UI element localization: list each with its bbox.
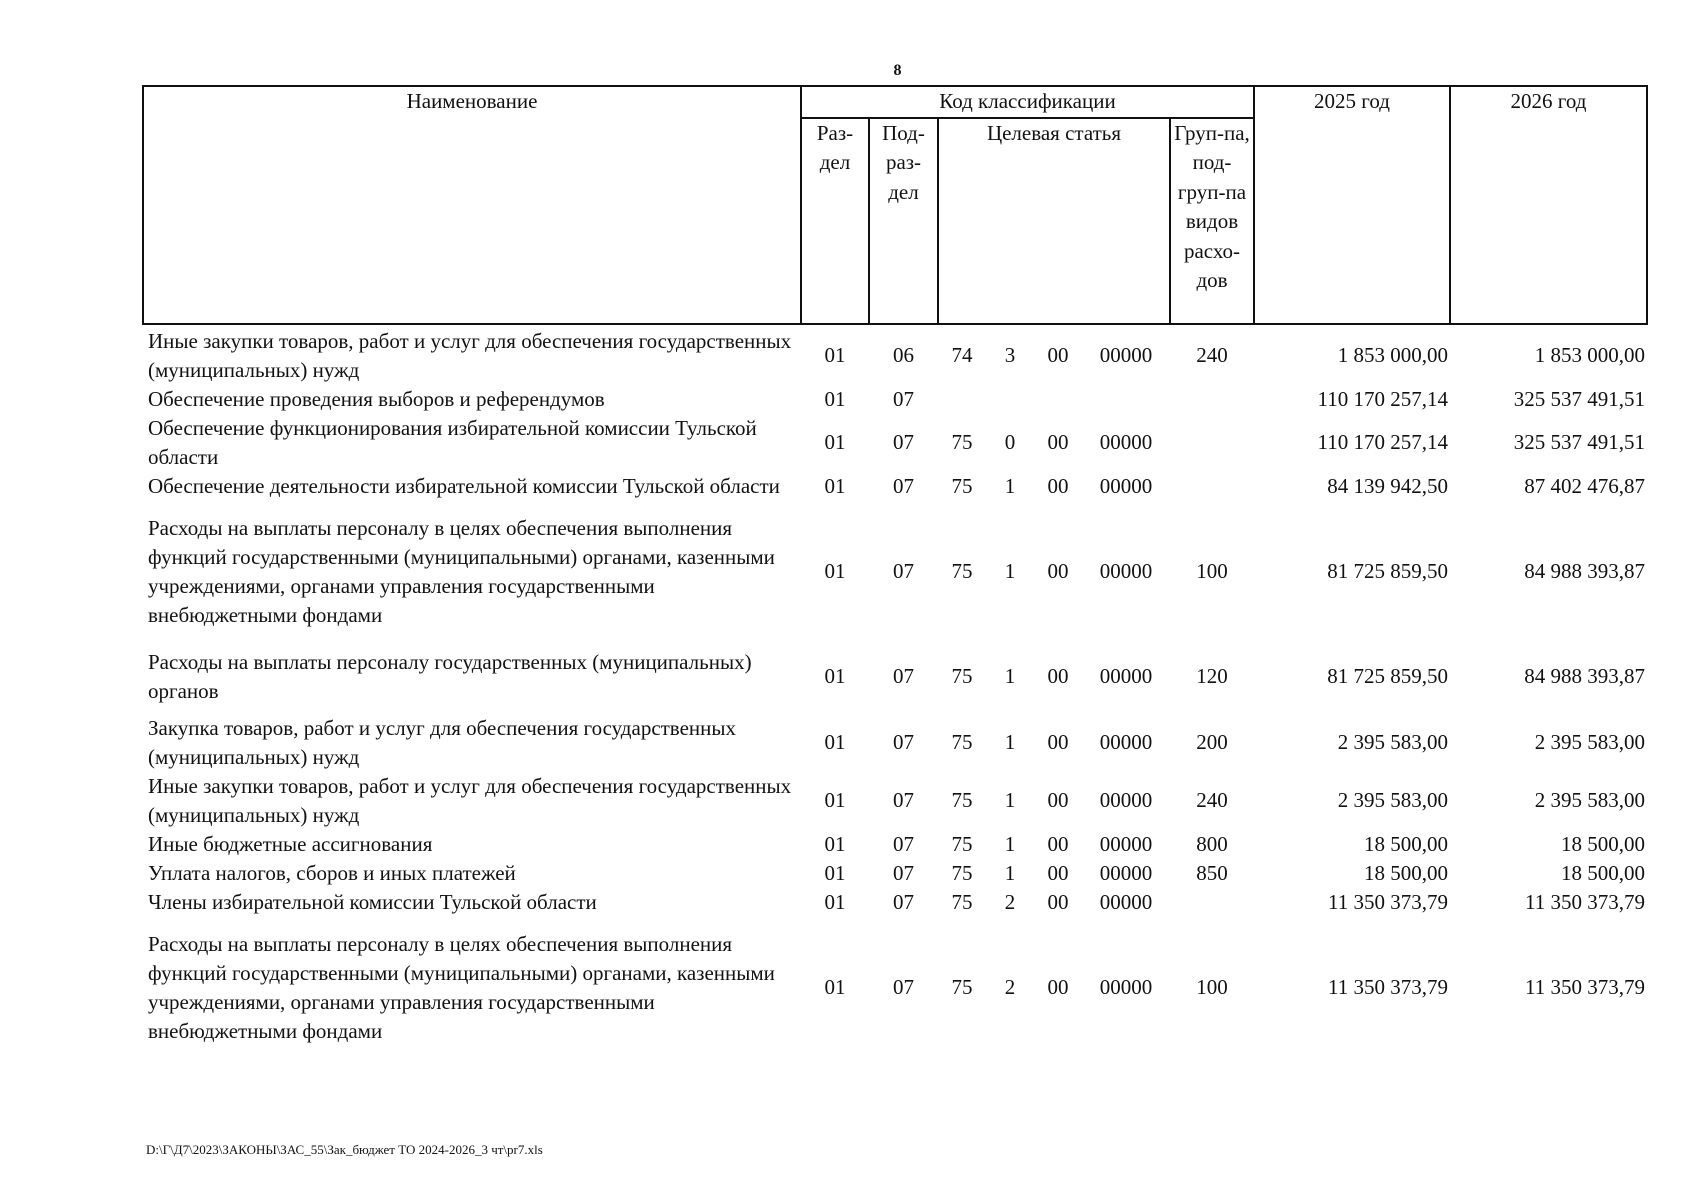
row-name: Члены избирательной комиссии Тульской области (148, 889, 597, 914)
row-target-program: 75 (951, 664, 973, 688)
row-target-direction: 00000 (1099, 975, 1153, 999)
header-subsection: Под-раз-дел (869, 118, 938, 324)
row-amount-2026: 325 537 491,51 (1513, 386, 1645, 411)
row-target-program: 75 (951, 788, 973, 812)
row-amount-2026: 2 395 583,00 (1534, 788, 1645, 812)
row-amount-2025: 18 500,00 (1364, 831, 1448, 856)
row-amount-2026: 2 395 583,00 (1534, 730, 1645, 754)
row-target-event: 00 (1047, 860, 1069, 885)
row-podrazdel: 07 (893, 386, 914, 411)
row-target-event: 00 (1047, 730, 1069, 754)
row-amount-2026: 18 500,00 (1561, 860, 1645, 885)
row-name: Обеспечение деятельности избирательной комиссии Тульской области (148, 473, 780, 498)
row-razdel: 01 (824, 975, 846, 999)
row-amount-2025: 81 725 859,50 (1327, 559, 1448, 583)
row-target-subprogram: 2 (1004, 975, 1016, 999)
row-amount-2025: 81 725 859,50 (1327, 664, 1448, 688)
row-expense-group: 240 (1196, 343, 1228, 367)
row-target-program: 75 (951, 860, 973, 885)
row-name: Уплата налогов, сборов и иных платежей (148, 860, 516, 885)
row-expense-group (1170, 888, 1254, 917)
row-amount-2026: 87 402 476,87 (1524, 473, 1645, 498)
row-podrazdel: 07 (893, 860, 914, 885)
header-expense-group: Груп-па, под-груп-па видов расхо-дов (1170, 118, 1254, 324)
row-target-event: 00 (1047, 343, 1069, 367)
row-target-direction: 00000 (1099, 664, 1153, 688)
row-razdel: 01 (824, 430, 846, 454)
row-target-program: 75 (951, 975, 973, 999)
row-podrazdel: 07 (893, 473, 914, 498)
row-amount-2026: 84 988 393,87 (1524, 559, 1645, 583)
row-target-event: 00 (1047, 889, 1069, 914)
table-row (143, 830, 1647, 859)
table-row (143, 714, 1647, 772)
row-target-program: 75 (951, 730, 973, 754)
row-amount-2026: 11 350 373,79 (1525, 975, 1645, 999)
row-expense-group: 200 (1196, 730, 1228, 754)
header-year-2025: 2025 год (1254, 86, 1450, 324)
row-target-subprogram: 1 (1004, 831, 1016, 856)
row-expense-group (1170, 414, 1254, 472)
row-podrazdel: 07 (893, 831, 914, 856)
row-name: Расходы на выплаты персоналу в целях обеспечения выполнения функций государственными (муниципальными) органами, казенными учреждениями, органами управления государственными внебюджетными фондами (148, 515, 775, 627)
row-target-subprogram: 1 (1004, 473, 1016, 498)
row-target-event: 00 (1047, 473, 1069, 498)
row-amount-2026: 11 350 373,79 (1525, 889, 1645, 914)
row-target-program: 75 (951, 473, 973, 498)
row-podrazdel: 07 (893, 664, 914, 688)
row-amount-2025: 110 170 257,14 (1317, 430, 1448, 454)
row-razdel: 01 (824, 730, 846, 754)
row-expense-group: 240 (1196, 788, 1228, 812)
header-section: Раз-дел (801, 118, 869, 324)
row-amount-2025: 2 395 583,00 (1337, 788, 1448, 812)
row-target-direction: 00000 (1099, 730, 1153, 754)
row-target-subprogram: 3 (1004, 343, 1016, 367)
row-amount-2025: 11 350 373,79 (1328, 889, 1448, 914)
row-target-event: 00 (1047, 664, 1069, 688)
row-target-direction (1082, 385, 1170, 414)
table-body (143, 324, 1647, 1056)
row-amount-2025: 110 170 257,14 (1317, 386, 1448, 411)
row-amount-2026: 18 500,00 (1561, 831, 1645, 856)
budget-table (142, 85, 1648, 1056)
row-razdel: 01 (824, 860, 846, 885)
table-header (143, 86, 1647, 324)
table-row (143, 917, 1647, 1056)
row-target-direction: 00000 (1099, 473, 1153, 498)
row-expense-group: 100 (1196, 975, 1228, 999)
header-target-article: Целевая статья (938, 118, 1170, 324)
row-amount-2026: 1 853 000,00 (1534, 343, 1645, 367)
table-row (143, 324, 1647, 385)
table-row (143, 888, 1647, 917)
row-name: Иные закупки товаров, работ и услуг для обеспечения государственных (муниципальных) нужд (148, 773, 792, 827)
table-row (143, 640, 1647, 714)
row-expense-group (1170, 385, 1254, 414)
row-target-event (1034, 385, 1082, 414)
table-row (143, 859, 1647, 888)
table-row (143, 501, 1647, 640)
table-row (143, 385, 1647, 414)
row-podrazdel: 07 (893, 430, 914, 454)
row-target-program (938, 385, 986, 414)
row-amount-2026: 325 537 491,51 (1513, 430, 1645, 454)
row-podrazdel: 07 (893, 889, 914, 914)
row-podrazdel: 06 (893, 343, 914, 367)
row-target-direction: 00000 (1099, 788, 1153, 812)
table-row (143, 414, 1647, 472)
row-target-direction: 00000 (1099, 559, 1153, 583)
row-target-direction: 00000 (1099, 343, 1153, 367)
row-target-event: 00 (1047, 831, 1069, 856)
row-name: Расходы на выплаты персоналу в целях обеспечения выполнения функций государственными (муниципальными) органами, казенными учреждениями, органами управления государственными внебюджетными фондами (148, 931, 775, 1043)
row-podrazdel: 07 (893, 730, 914, 754)
page-number: 8 (893, 62, 902, 79)
row-amount-2025: 84 139 942,50 (1327, 473, 1448, 498)
row-target-direction: 00000 (1099, 860, 1153, 885)
row-expense-group: 850 (1196, 860, 1228, 885)
row-target-subprogram: 0 (1004, 430, 1016, 454)
table-row (143, 772, 1647, 830)
row-target-subprogram: 2 (1004, 889, 1016, 914)
row-razdel: 01 (824, 343, 846, 367)
row-name: Иные бюджетные ассигнования (148, 831, 433, 856)
row-target-subprogram: 1 (1004, 788, 1016, 812)
row-target-subprogram (986, 385, 1034, 414)
row-razdel: 01 (824, 386, 846, 411)
row-expense-group: 100 (1196, 559, 1228, 583)
row-amount-2025: 2 395 583,00 (1337, 730, 1448, 754)
row-target-program: 75 (951, 889, 973, 914)
header-name: Наименование (143, 86, 801, 324)
table-row (143, 472, 1647, 501)
row-razdel: 01 (824, 831, 846, 856)
footer-file-path: D:\Г\Д7\2023\ЗАКОНЫ\ЗАС_55\Зак_бюджет ТО 2024-2026_3 чт\pr7.xls (146, 1142, 543, 1157)
row-podrazdel: 07 (893, 559, 914, 583)
row-amount-2025: 18 500,00 (1364, 860, 1448, 885)
row-podrazdel: 07 (893, 788, 914, 812)
row-target-event: 00 (1047, 559, 1069, 583)
row-target-program: 75 (951, 831, 973, 856)
row-razdel: 01 (824, 889, 846, 914)
row-target-program: 74 (951, 343, 973, 367)
row-target-subprogram: 1 (1004, 860, 1016, 885)
row-amount-2025: 1 853 000,00 (1337, 343, 1448, 367)
row-target-direction: 00000 (1099, 430, 1153, 454)
row-target-program: 75 (951, 430, 973, 454)
row-target-direction: 00000 (1099, 831, 1153, 856)
row-target-program: 75 (951, 559, 973, 583)
header-code-classification: Код классификации (801, 86, 1254, 118)
row-expense-group: 800 (1196, 831, 1228, 856)
row-target-direction: 00000 (1099, 889, 1153, 914)
row-amount-2026: 84 988 393,87 (1524, 664, 1645, 688)
row-target-event: 00 (1047, 975, 1069, 999)
row-name: Расходы на выплаты персоналу государственных (муниципальных) органов (148, 649, 752, 703)
row-name: Обеспечение функционирования избирательной комиссии Тульской области (148, 415, 757, 469)
row-target-event: 00 (1047, 788, 1069, 812)
row-target-subprogram: 1 (1004, 730, 1016, 754)
row-podrazdel: 07 (893, 975, 914, 999)
row-target-subprogram: 1 (1004, 664, 1016, 688)
row-name: Иные закупки товаров, работ и услуг для обеспечения государственных (муниципальных) нужд (148, 328, 792, 382)
row-razdel: 01 (824, 664, 846, 688)
row-name: Обеспечение проведения выборов и референдумов (148, 386, 605, 411)
header-year-2026: 2026 год (1450, 86, 1647, 324)
row-target-event: 00 (1047, 430, 1069, 454)
row-expense-group (1170, 472, 1254, 501)
row-amount-2025: 11 350 373,79 (1328, 975, 1448, 999)
row-razdel: 01 (824, 473, 846, 498)
row-razdel: 01 (824, 559, 846, 583)
row-expense-group: 120 (1196, 664, 1228, 688)
row-target-subprogram: 1 (1004, 559, 1016, 583)
row-razdel: 01 (824, 788, 846, 812)
row-name: Закупка товаров, работ и услуг для обеспечения государственных (муниципальных) нужд (148, 715, 737, 769)
